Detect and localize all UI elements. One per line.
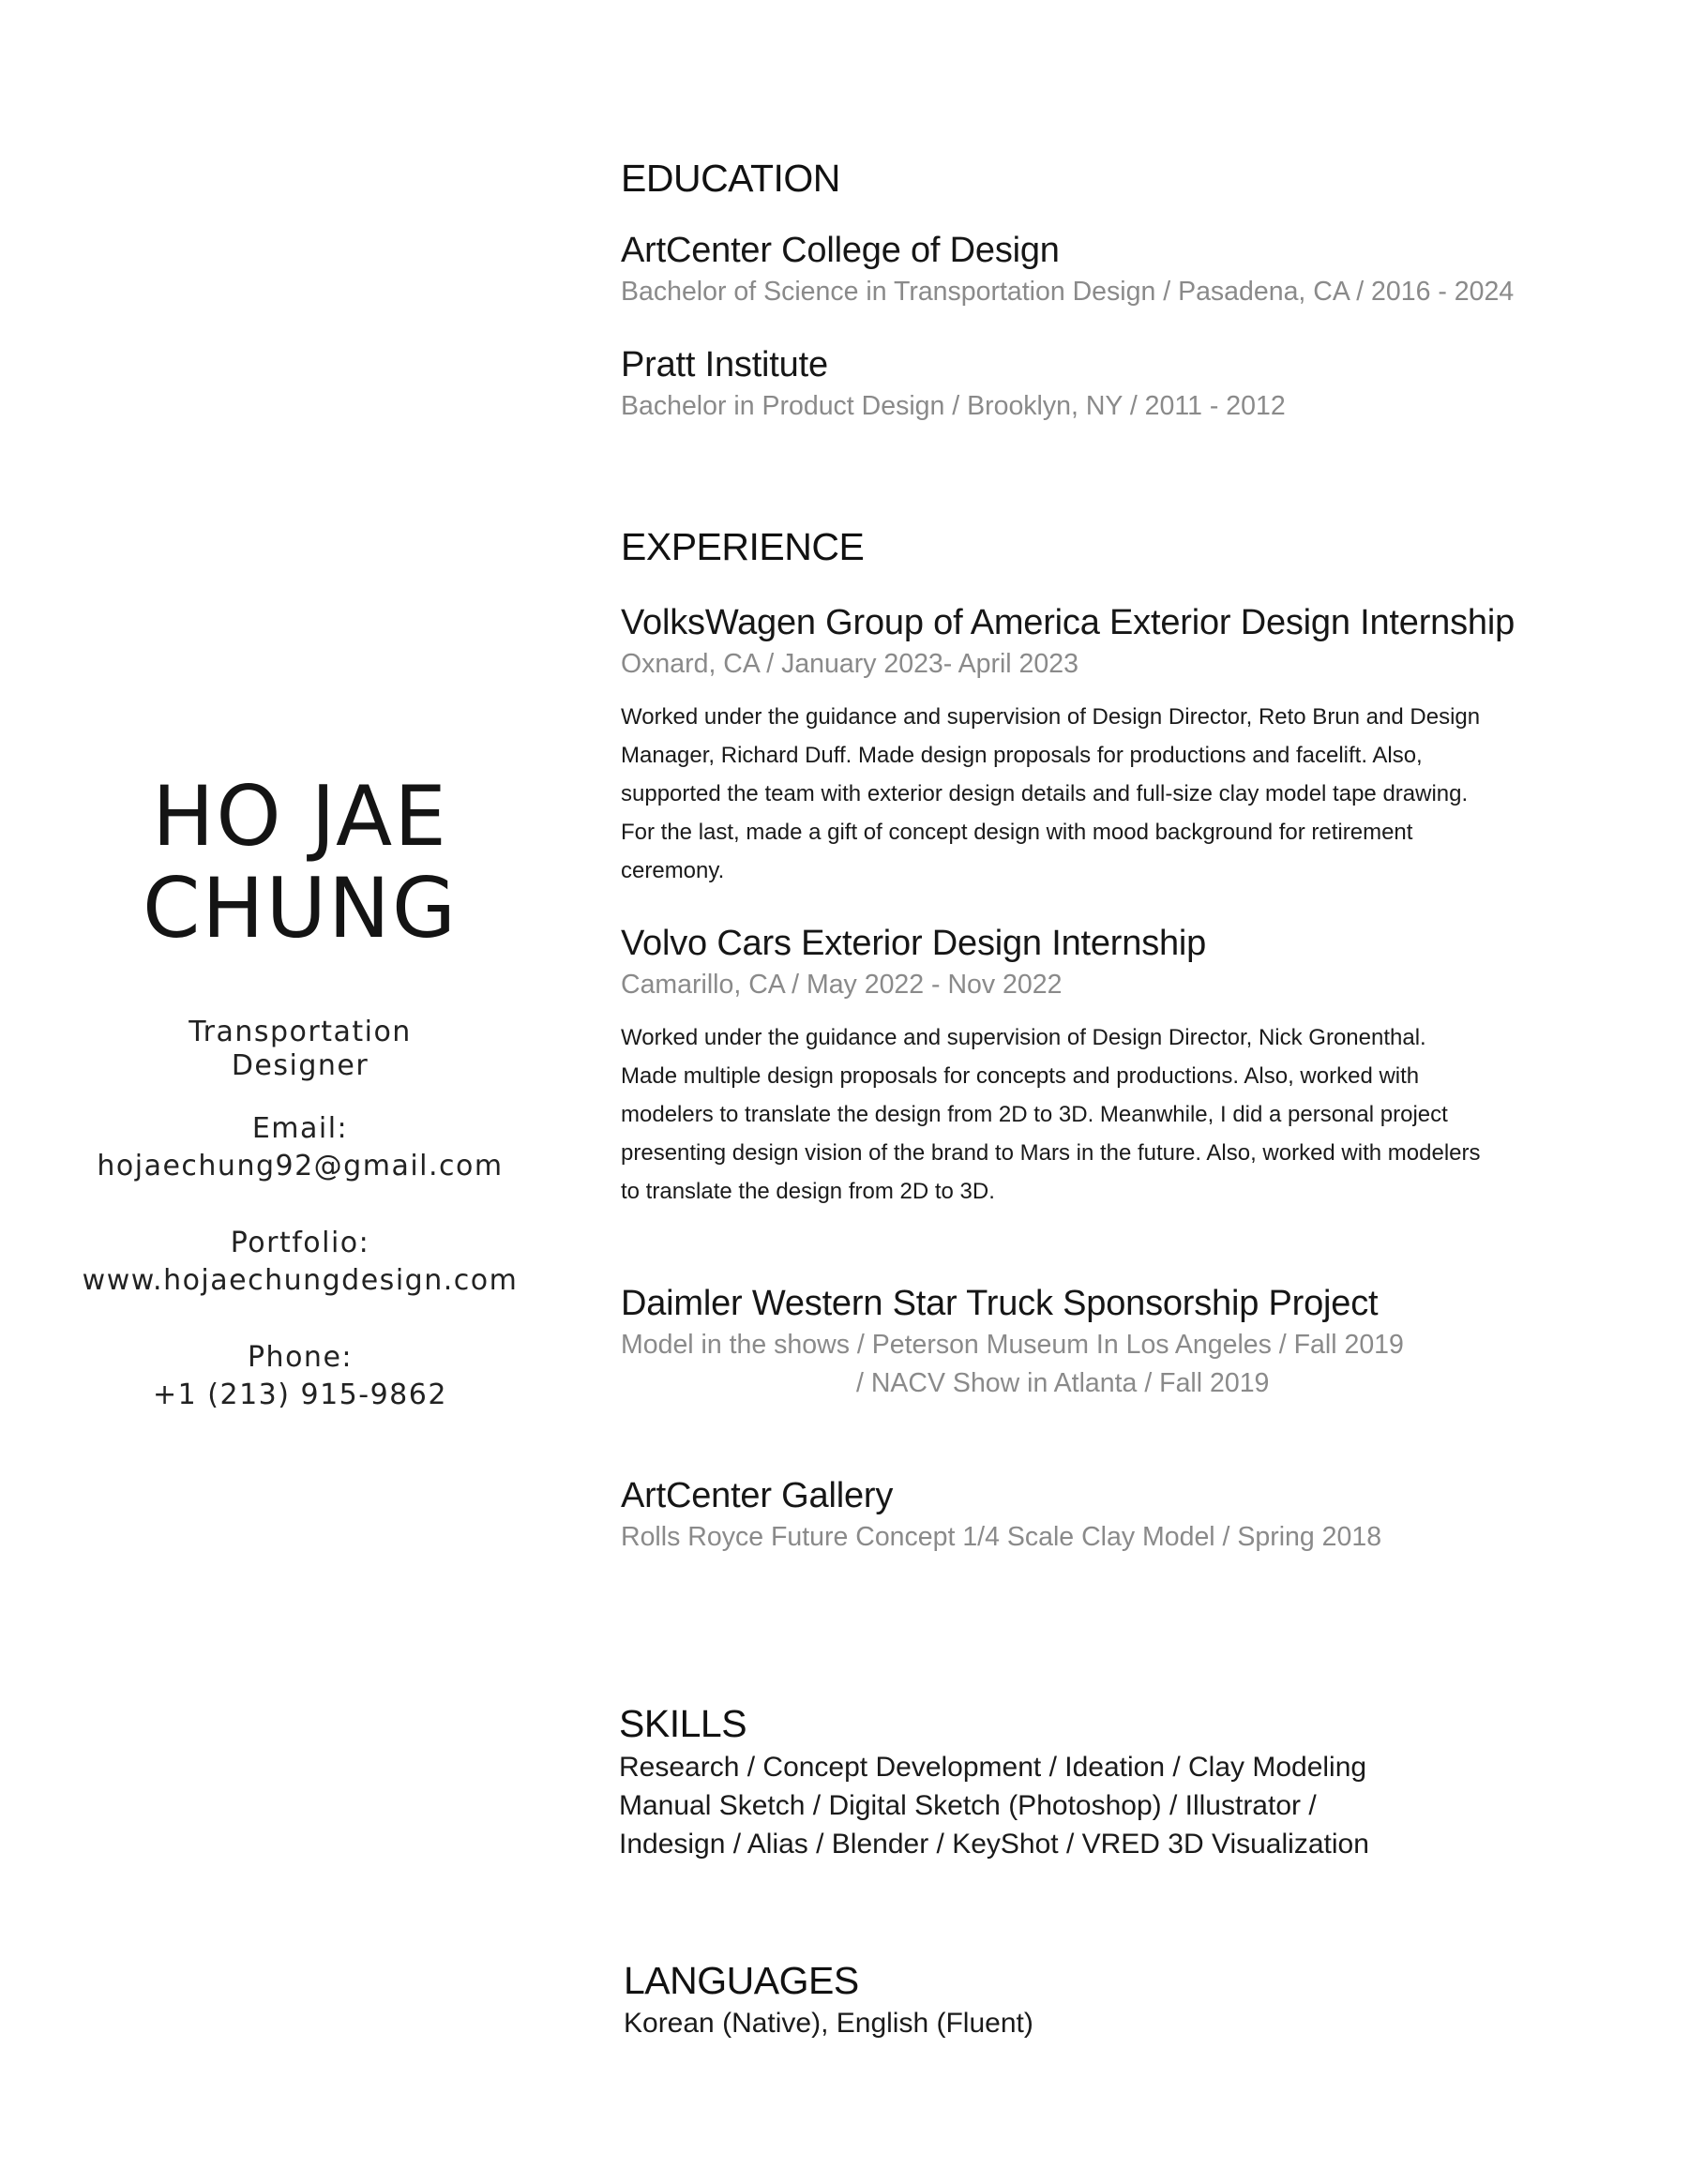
education-entry-title: Pratt Institute	[621, 345, 828, 384]
email-link[interactable]: hojaechung92@gmail.com	[97, 1150, 504, 1182]
experience-description-line: presenting design vision of the brand to Mars in the future. Also, worked with modelers	[621, 1140, 1481, 1166]
job-title-line1: Transportation	[189, 1016, 412, 1048]
experience-description-line: to translate the design from 2D to 3D.	[621, 1179, 995, 1204]
name-last: CHUNG	[142, 860, 459, 956]
experience-description-line: For the last, made a gift of concept design with mood background for retirement	[621, 820, 1413, 845]
experience-entry-detail: Camarillo, CA / May 2022 - Nov 2022	[621, 970, 1063, 1000]
education-entry-detail: Bachelor in Product Design / Brooklyn, NY / 2011 - 2012	[621, 391, 1286, 421]
experience-entry-detail: Oxnard, CA / January 2023- April 2023	[621, 649, 1078, 679]
education-entry-detail: Bachelor of Science in Transportation Design / Pasadena, CA / 2016 - 2024	[621, 277, 1515, 307]
education-entry-title: ArtCenter College of Design	[621, 231, 1060, 270]
experience-entry-detail: Model in the shows / Peterson Museum In Los Angeles / Fall 2019	[621, 1330, 1404, 1360]
experience-description-line: Worked under the guidance and supervision of Design Director, Reto Brun and Design	[621, 704, 1481, 730]
experience-entry-title: VolksWagen Group of America Exterior Design Internship	[621, 603, 1516, 642]
portfolio-label: Portfolio:	[230, 1227, 370, 1259]
experience-description-line: Manager, Richard Duff. Made design proposals for productions and facelift. Also,	[621, 743, 1423, 768]
skills-line: Indesign / Alias / Blender / KeyShot / VRED 3D Visualization	[619, 1829, 1369, 1860]
skills-line: Research / Concept Development / Ideation / Clay Modeling	[619, 1752, 1367, 1783]
skills-heading: SKILLS	[619, 1702, 747, 1745]
experience-description-line: Made multiple design proposals for concepts and productions. Also, worked with	[621, 1063, 1420, 1089]
experience-entry-title: Volvo Cars Exterior Design Internship	[621, 924, 1207, 963]
name-first: HO JAE	[152, 768, 448, 865]
experience-description-line: modelers to translate the design from 2D to 3D. Meanwhile, I did a personal project	[621, 1102, 1448, 1127]
languages-text: Korean (Native), English (Fluent)	[624, 2008, 1033, 2039]
phone-label: Phone:	[247, 1341, 354, 1374]
email-label: Email:	[251, 1112, 349, 1145]
languages-heading: LANGUAGES	[624, 1959, 859, 2002]
portfolio-link[interactable]: www.hojaechungdesign.com	[82, 1264, 519, 1297]
experience-entry-detail: Rolls Royce Future Concept 1/4 Scale Clay Model / Spring 2018	[621, 1522, 1382, 1552]
experience-heading: EXPERIENCE	[621, 525, 865, 568]
experience-description-line: ceremony.	[621, 858, 725, 883]
experience-entry-detail-continued: / NACV Show in Atlanta / Fall 2019	[856, 1368, 1270, 1398]
phone-number[interactable]: +1 (213) 915-9862	[153, 1378, 447, 1411]
experience-entry-title: Daimler Western Star Truck Sponsorship Project	[621, 1284, 1379, 1323]
experience-entry-title: ArtCenter Gallery	[621, 1476, 894, 1515]
job-title-line2: Designer	[231, 1049, 369, 1082]
skills-line: Manual Sketch / Digital Sketch (Photoshop) / Illustrator /	[619, 1790, 1317, 1821]
experience-description-line: supported the team with exterior design details and full-size clay model tape drawing.	[621, 781, 1469, 806]
experience-description-line: Worked under the guidance and supervision of Design Director, Nick Gronenthal.	[621, 1025, 1426, 1050]
education-heading: EDUCATION	[621, 157, 840, 200]
